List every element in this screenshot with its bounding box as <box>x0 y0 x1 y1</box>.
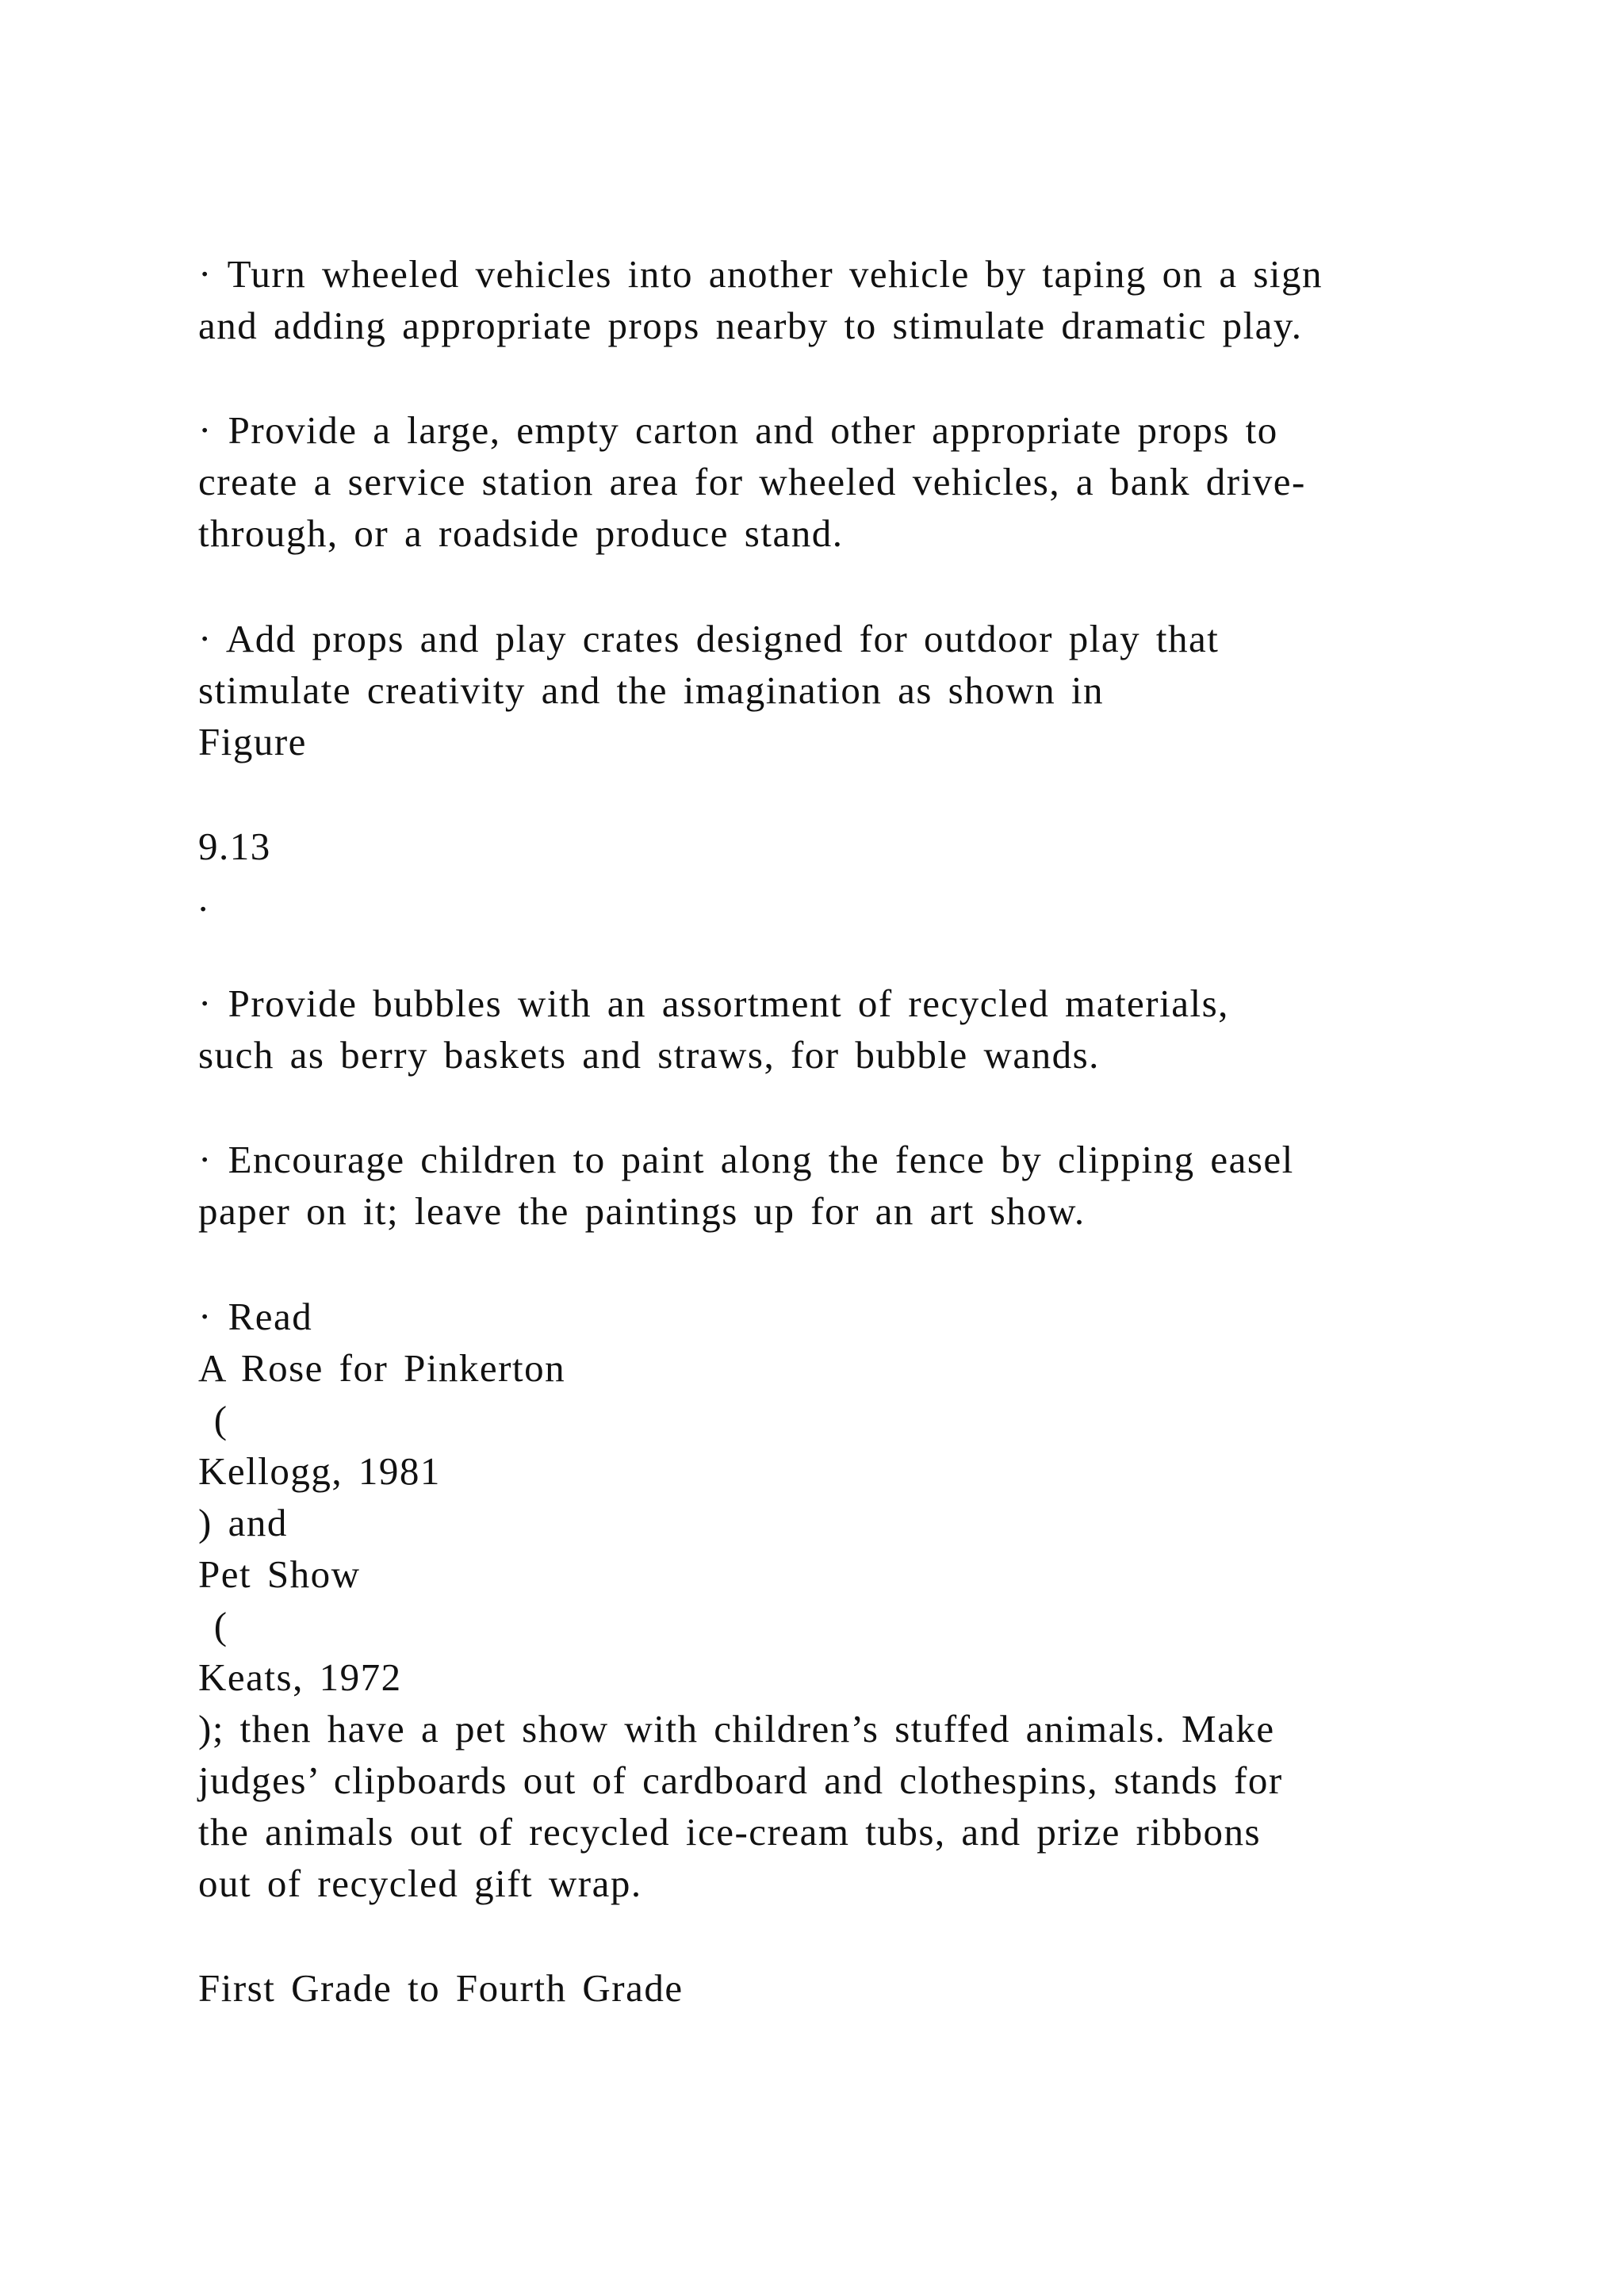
text-line: ) and <box>198 1501 288 1544</box>
text-line: · Read <box>198 1295 313 1338</box>
text-line: ( <box>198 1604 228 1647</box>
text-line: ); then have a pet show with children’s stuffed animals. Make <box>198 1707 1275 1751</box>
text-line: ( <box>198 1398 228 1441</box>
text-line: Kellogg, 1981 <box>198 1449 441 1493</box>
text-line: judges’ clipboards out of cardboard and clothespins, stands for <box>198 1758 1283 1802</box>
text-line: the animals out of recycled ice-cream tubs, and prize ribbons <box>198 1810 1262 1854</box>
text-line: Pet Show <box>198 1552 361 1596</box>
text-line: · Provide bubbles with an assortment of recycled materials, <box>198 982 1229 1025</box>
text-line: out of recycled gift wrap. <box>198 1862 642 1905</box>
text-line: through, or a roadside produce stand. <box>198 511 844 555</box>
text-line: such as berry baskets and straws, for bubble wands. <box>198 1033 1100 1077</box>
text-line: Figure <box>198 720 307 763</box>
text-line: . <box>198 876 209 920</box>
text-line: · Add props and play crates designed for outdoor play that <box>198 617 1220 660</box>
text-line: and adding appropriate props nearby to stimulate dramatic play. <box>198 304 1303 347</box>
text-line: stimulate creativity and the imagination as shown in <box>198 668 1104 712</box>
text-line: paper on it; leave the paintings up for an art show. <box>198 1189 1086 1233</box>
text-line: · Provide a large, empty carton and other appropriate props to <box>198 408 1278 452</box>
text-line: create a service station area for wheeled vehicles, a bank drive- <box>198 460 1306 503</box>
text-line: 9.13 <box>198 825 271 868</box>
text-line: A Rose for Pinkerton <box>198 1346 566 1390</box>
text-line: Keats, 1972 <box>198 1655 402 1699</box>
text-line: · Encourage children to paint along the fence by clipping easel <box>198 1138 1294 1181</box>
section-heading: First Grade to Fourth Grade <box>198 1966 684 2010</box>
text-line: · Turn wheeled vehicles into another vehicle by taping on a sign <box>198 252 1323 296</box>
